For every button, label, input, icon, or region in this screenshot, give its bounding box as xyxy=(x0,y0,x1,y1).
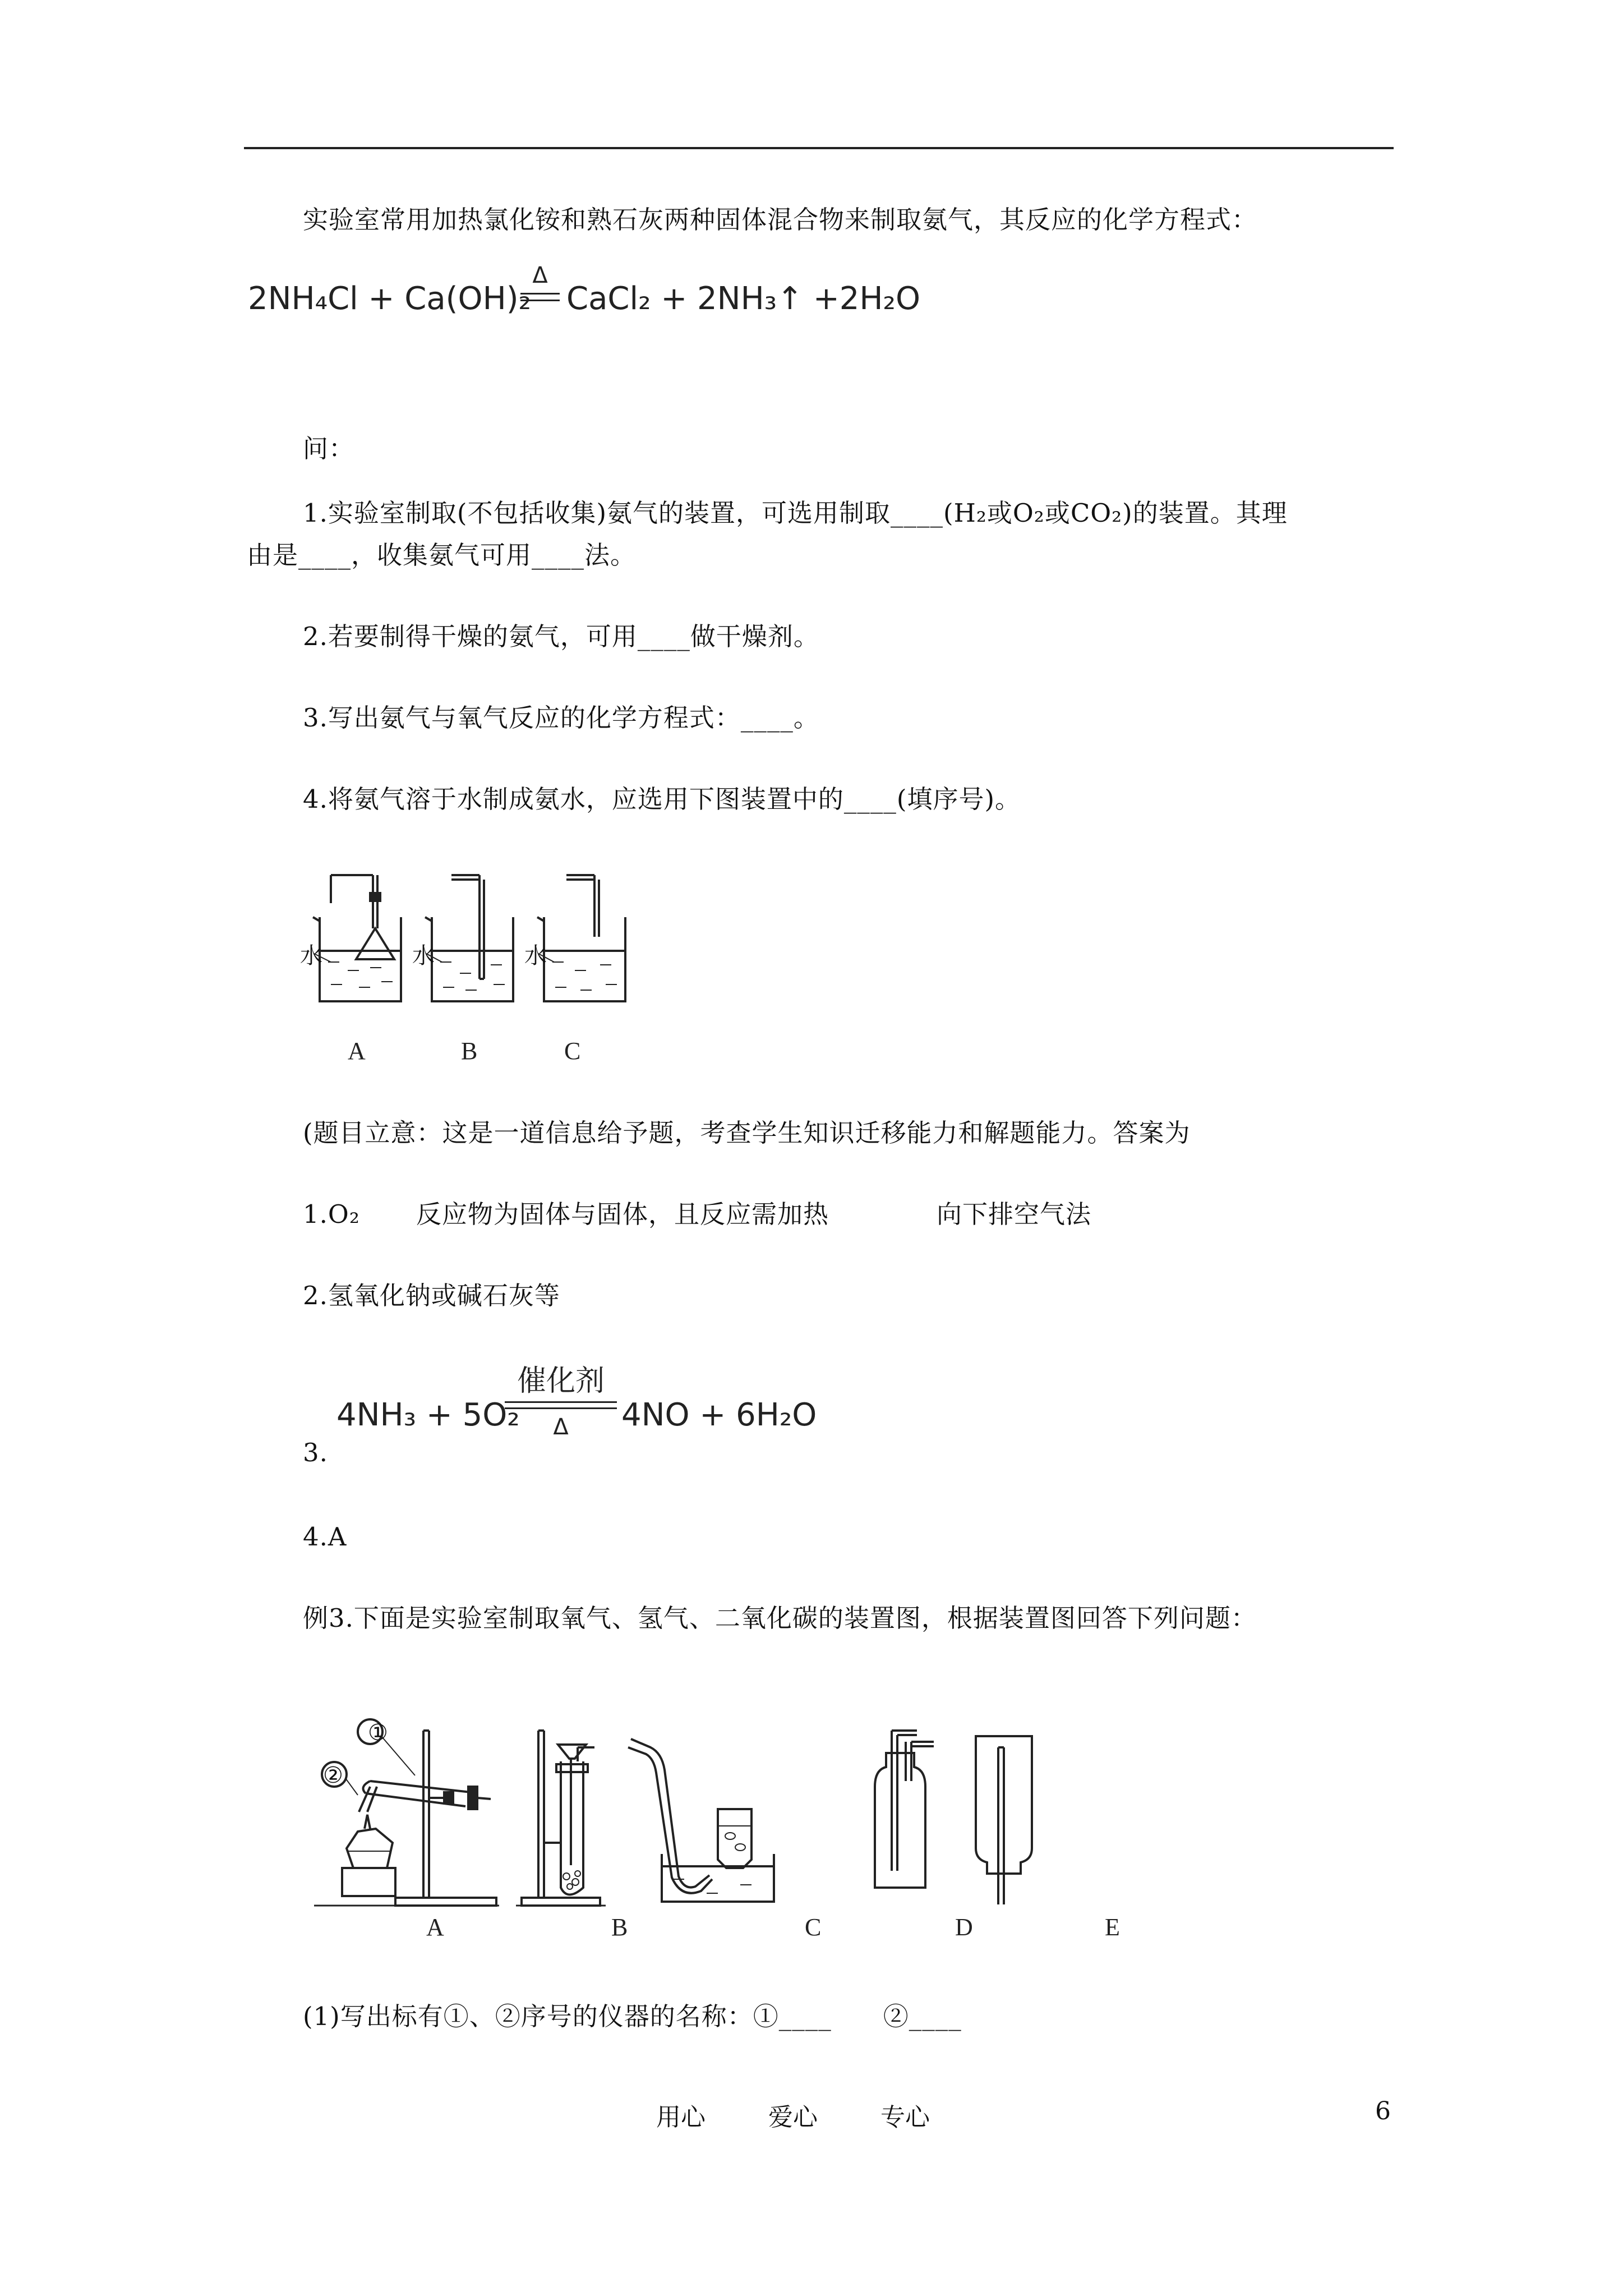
condition-line-1 xyxy=(505,1401,617,1403)
footer-item-1: 用心 xyxy=(656,2103,706,2132)
apparatus-b xyxy=(516,1731,606,1906)
sub-question-1: (1)写出标有①、②序号的仪器的名称：①____ ②____ xyxy=(303,2001,962,2031)
beaker-label-b: B xyxy=(461,1037,478,1065)
answer-3-number: 3. xyxy=(303,1438,328,1467)
beaker-label-c: C xyxy=(564,1037,581,1065)
apparatus-label-b: B xyxy=(611,1913,628,1941)
header-rule xyxy=(244,147,1394,149)
delta-symbol: Δ xyxy=(532,263,548,288)
footer-item-3: 专心 xyxy=(880,2103,930,2132)
footer-item-2: 爱心 xyxy=(768,2103,818,2132)
equation-1-condition xyxy=(520,264,560,301)
marker-1: ① xyxy=(368,1720,388,1746)
apparatus-c xyxy=(628,1739,774,1902)
beaker-c xyxy=(537,875,625,1001)
apparatus-label-e: E xyxy=(1105,1913,1120,1941)
question-1-line-1: 1.实验室制取(不包括收集)氨气的装置，可选用制取____(H₂或O₂或CO₂)的装置。其理 xyxy=(303,498,1288,528)
intro-text: 实验室常用加热氯化铵和熟石灰两种固体混合物来制取氨气，其反应的化学方程式： xyxy=(303,205,1258,234)
question-4: 4.将氨气溶于水制成氨水，应选用下图装置中的____(填序号)。 xyxy=(303,784,1021,814)
beaker-figure xyxy=(297,869,656,1010)
water-label-a: 水 xyxy=(300,943,322,969)
marker-2: ② xyxy=(323,1763,343,1788)
equation-2-rhs: 4NO + 6H₂O xyxy=(621,1397,817,1433)
equation-1-lhs: 2NH₄Cl + Ca(OH)₂ xyxy=(248,280,532,317)
delta-symbol-2: Δ xyxy=(553,1414,569,1440)
answer-4: 4.A xyxy=(303,1522,347,1552)
equals-line-1 xyxy=(520,293,560,295)
answer-1-number: 1.O₂ xyxy=(303,1199,360,1229)
water-label-c: 水 xyxy=(524,943,547,969)
answer-1-method: 向下排空气法 xyxy=(937,1199,1092,1229)
example-3-text: 例3.下面是实验室制取氧气、氢气、二氧化碳的装置图，根据装置图回答下列问题： xyxy=(303,1603,1257,1633)
apparatus-figure xyxy=(314,1708,1155,1921)
water-label-b: 水 xyxy=(412,943,435,969)
answer-1-reason: 反应物为固体与固体，且反应需加热 xyxy=(416,1199,829,1229)
question-2: 2.若要制得干燥的氨气，可用____做干燥剂。 xyxy=(303,622,819,651)
equation-2-lhs: 4NH₃ + 5O₂ xyxy=(336,1397,520,1433)
question-1-line-2: 由是____，收集氨气可用____法。 xyxy=(247,540,637,570)
beaker-label-a: A xyxy=(348,1037,366,1065)
page-number: 6 xyxy=(1375,2097,1391,2125)
answer-2: 2.氢氧化钠或碱石灰等 xyxy=(303,1281,560,1310)
equation-2-condition xyxy=(505,1364,617,1441)
question-3: 3.写出氨气与氧气反应的化学方程式：____。 xyxy=(303,703,819,733)
apparatus-label-d: D xyxy=(955,1913,973,1941)
equals-line-2 xyxy=(520,300,560,301)
apparatus-label-a: A xyxy=(426,1913,444,1941)
apparatus-e xyxy=(976,1736,1032,1904)
equation-1-rhs: CaCl₂ + 2NH₃↑ +2H₂O xyxy=(566,280,921,317)
question-label: 问： xyxy=(303,434,355,463)
beaker-a xyxy=(313,875,401,1001)
catalyst-label: 催化剂 xyxy=(517,1364,605,1398)
answer-intro: (题目立意：这是一道信息给予题，考查学生知识迁移能力和解题能力。答案为 xyxy=(303,1118,1191,1148)
apparatus-label-c: C xyxy=(805,1913,822,1941)
apparatus-d xyxy=(875,1731,934,1888)
beaker-b xyxy=(425,875,513,1001)
apparatus-a xyxy=(314,1719,499,1906)
condition-line-2 xyxy=(505,1407,617,1409)
